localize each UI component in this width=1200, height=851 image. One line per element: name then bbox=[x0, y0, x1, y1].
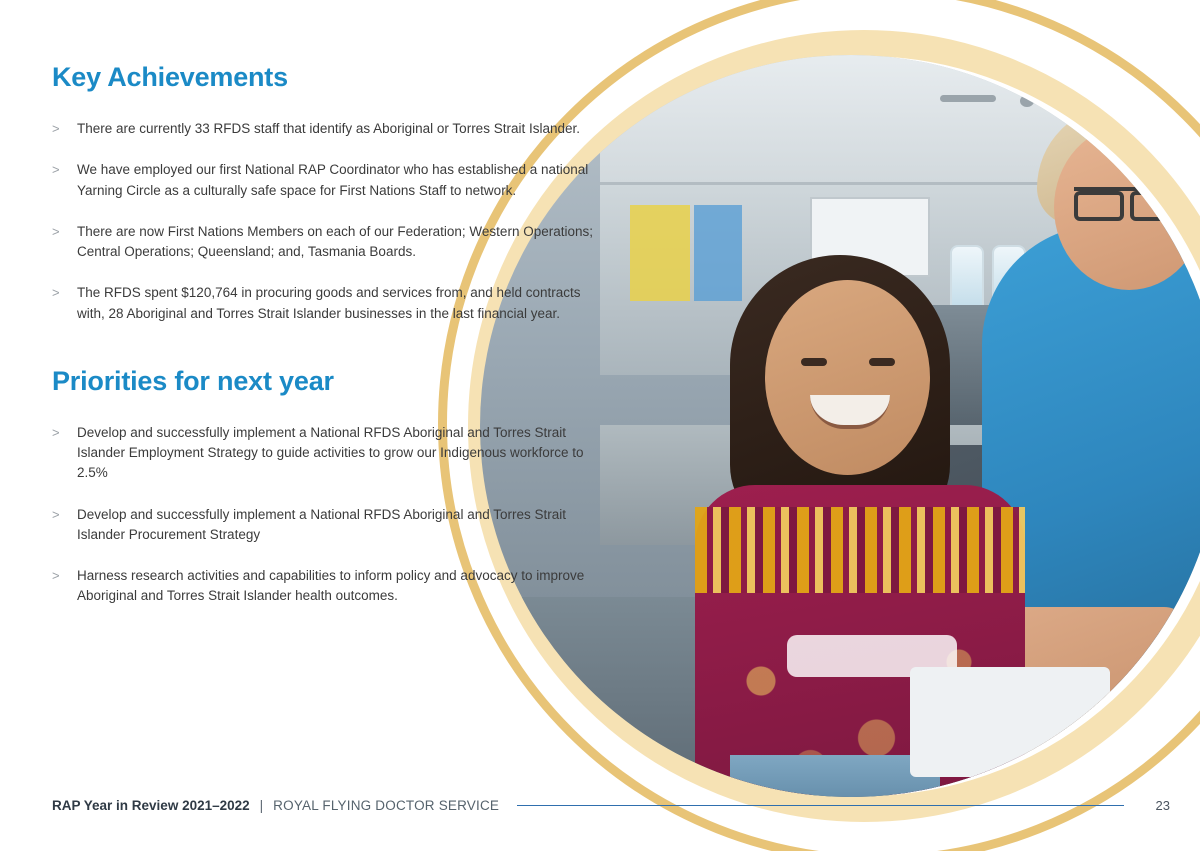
chevron-right-icon: > bbox=[52, 223, 60, 239]
page-content bbox=[52, 62, 612, 628]
cabinet-handle-icon bbox=[1052, 95, 1102, 102]
chevron-right-icon: > bbox=[52, 506, 60, 522]
photo-blue-panel bbox=[694, 205, 742, 301]
chevron-right-icon: > bbox=[52, 285, 60, 301]
list-item bbox=[52, 423, 612, 484]
cabinet-handle-icon bbox=[940, 95, 996, 102]
list-item-text: Harness research activities and capabilities to inform policy and advocacy to improve Aboriginal and Torres Strait Islander health outcomes. bbox=[77, 568, 585, 604]
list-item-text: The RFDS spent $120,764 in procuring goods and services from, and held contracts with, 28 Aboriginal and Torres Strait Islander businesses in the last financial year. bbox=[77, 285, 581, 321]
list-item-text: We have employed our first National RAP Coordinator who has established a national Yarning Circle as a culturally safe space for First Nations Staff to network. bbox=[77, 162, 589, 198]
list-item-text: Develop and successfully implement a National RFDS Aboriginal and Torres Strait Islander Employment Strategy to guide activities to grow our Indigenous workforce to 2.5% bbox=[77, 424, 584, 481]
section-title-priorities: Priorities for next year bbox=[52, 365, 334, 396]
jersey-pattern-band bbox=[695, 507, 1025, 593]
list-item bbox=[52, 566, 612, 607]
cabinet-knob-icon bbox=[1020, 95, 1034, 107]
page-number: 23 bbox=[1155, 798, 1170, 813]
list-item-text: Develop and successfully implement a National RFDS Aboriginal and Torres Strait Islander Procurement Strategy bbox=[77, 506, 566, 542]
photo-girl-face bbox=[765, 280, 930, 475]
list-item bbox=[52, 505, 612, 546]
footer-rule bbox=[517, 805, 1124, 806]
chevron-right-icon: > bbox=[52, 162, 60, 178]
page-title: Key Achievements bbox=[52, 62, 288, 92]
chevron-right-icon: > bbox=[52, 568, 60, 583]
list-item bbox=[52, 160, 612, 201]
priorities-list bbox=[52, 423, 612, 607]
list-item bbox=[52, 119, 612, 139]
page-footer bbox=[52, 798, 1170, 813]
footer-separator: | bbox=[259, 798, 264, 813]
chevron-right-icon: > bbox=[52, 424, 60, 440]
list-item-text: There are currently 33 RFDS staff that identify as Aboriginal or Torres Strait Islander. bbox=[77, 121, 580, 136]
photo-girl-eye bbox=[869, 358, 895, 366]
footer-title: RAP Year in Review 2021–2022 bbox=[52, 798, 250, 813]
footer-organisation: ROYAL FLYING DOCTOR SERVICE bbox=[273, 798, 500, 813]
photo-white-cushion bbox=[910, 667, 1110, 777]
list-item-text: There are now First Nations Members on each of our Federation; Western Operations; Central Operations; Queensland; and, Tasmania Boards. bbox=[77, 223, 593, 259]
photo-girl-shorts bbox=[730, 755, 940, 797]
chevron-right-icon: > bbox=[52, 121, 60, 136]
photo-girl-eye bbox=[801, 358, 827, 366]
photo-yellow-panel bbox=[630, 205, 690, 301]
photo-overhead-cabinet bbox=[600, 55, 1070, 185]
key-achievements-list bbox=[52, 119, 612, 324]
list-item bbox=[52, 222, 612, 263]
list-item bbox=[52, 283, 612, 324]
glasses-icon bbox=[1074, 187, 1180, 209]
